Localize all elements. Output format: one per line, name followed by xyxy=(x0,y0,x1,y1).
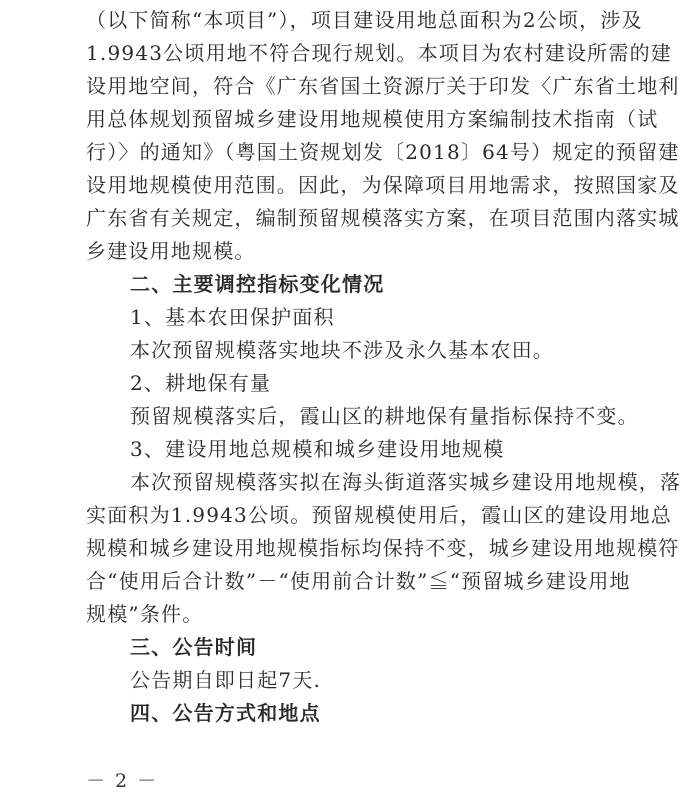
subheading-farmland: 1、基本农田保护面积 xyxy=(130,305,335,329)
section-heading-4: 四、公告方式和地点 xyxy=(130,701,321,725)
text-cultivated-land: 预留规模落实后，霞山区的耕地保有量指标保持不变。 xyxy=(130,404,639,428)
paragraph-line: 广东省有关规定，编制预留规模落实方案，在项目范围内落实城 xyxy=(86,206,680,230)
paragraph-line: 乡建设用地规模。 xyxy=(86,239,256,263)
subheading-cultivated-land: 2、耕地保有量 xyxy=(130,371,272,395)
paragraph-line: 实面积为1.9943公顷。预留规模使用后，霞山区的建设用地总 xyxy=(86,503,672,527)
section-heading-3: 三、公告时间 xyxy=(130,635,258,659)
paragraph-line: 1.9943公顷用地不符合现行规划。本项目为农村建设所需的建 xyxy=(86,41,672,65)
paragraph-line: 合“使用后合计数”－“使用前合计数”≦“预留城乡建设用地 xyxy=(86,569,631,593)
section-heading-2: 二、主要调控指标变化情况 xyxy=(130,272,385,296)
text-farmland: 本次预留规模落实地块不涉及永久基本农田。 xyxy=(130,338,554,362)
subheading-construction-land: 3、建设用地总规模和城乡建设用地规模 xyxy=(130,437,505,461)
paragraph-line: 规模”条件。 xyxy=(86,602,204,626)
paragraph-line: 规模和城乡建设用地规模指标均保持不变，城乡建设用地规模符 xyxy=(86,536,680,560)
text-announcement-period: 公告期自即日起7天. xyxy=(130,668,322,692)
paragraph-line: 设用地规模使用范围。因此，为保障项目用地需求，按照国家及 xyxy=(86,173,680,197)
paragraph-line: 本次预留规模落实拟在海头街道落实城乡建设用地规模，落 xyxy=(130,470,682,494)
paragraph-line: 行）〉的通知》（粤国土资规划发〔2018〕64号）规定的预留建 xyxy=(86,140,680,164)
document-body xyxy=(86,4,682,730)
page-number: － 2 － xyxy=(86,770,159,792)
paragraph-line: （以下简称“本项目”），项目建设用地总面积为2公顷，涉及 xyxy=(86,8,643,32)
paragraph-line: 设用地空间，符合《广东省国土资源厅关于印发〈广东省土地利 xyxy=(86,74,680,98)
paragraph-line: 用总体规划预留城乡建设用地规模使用方案编制技术指南（试 xyxy=(86,107,659,131)
